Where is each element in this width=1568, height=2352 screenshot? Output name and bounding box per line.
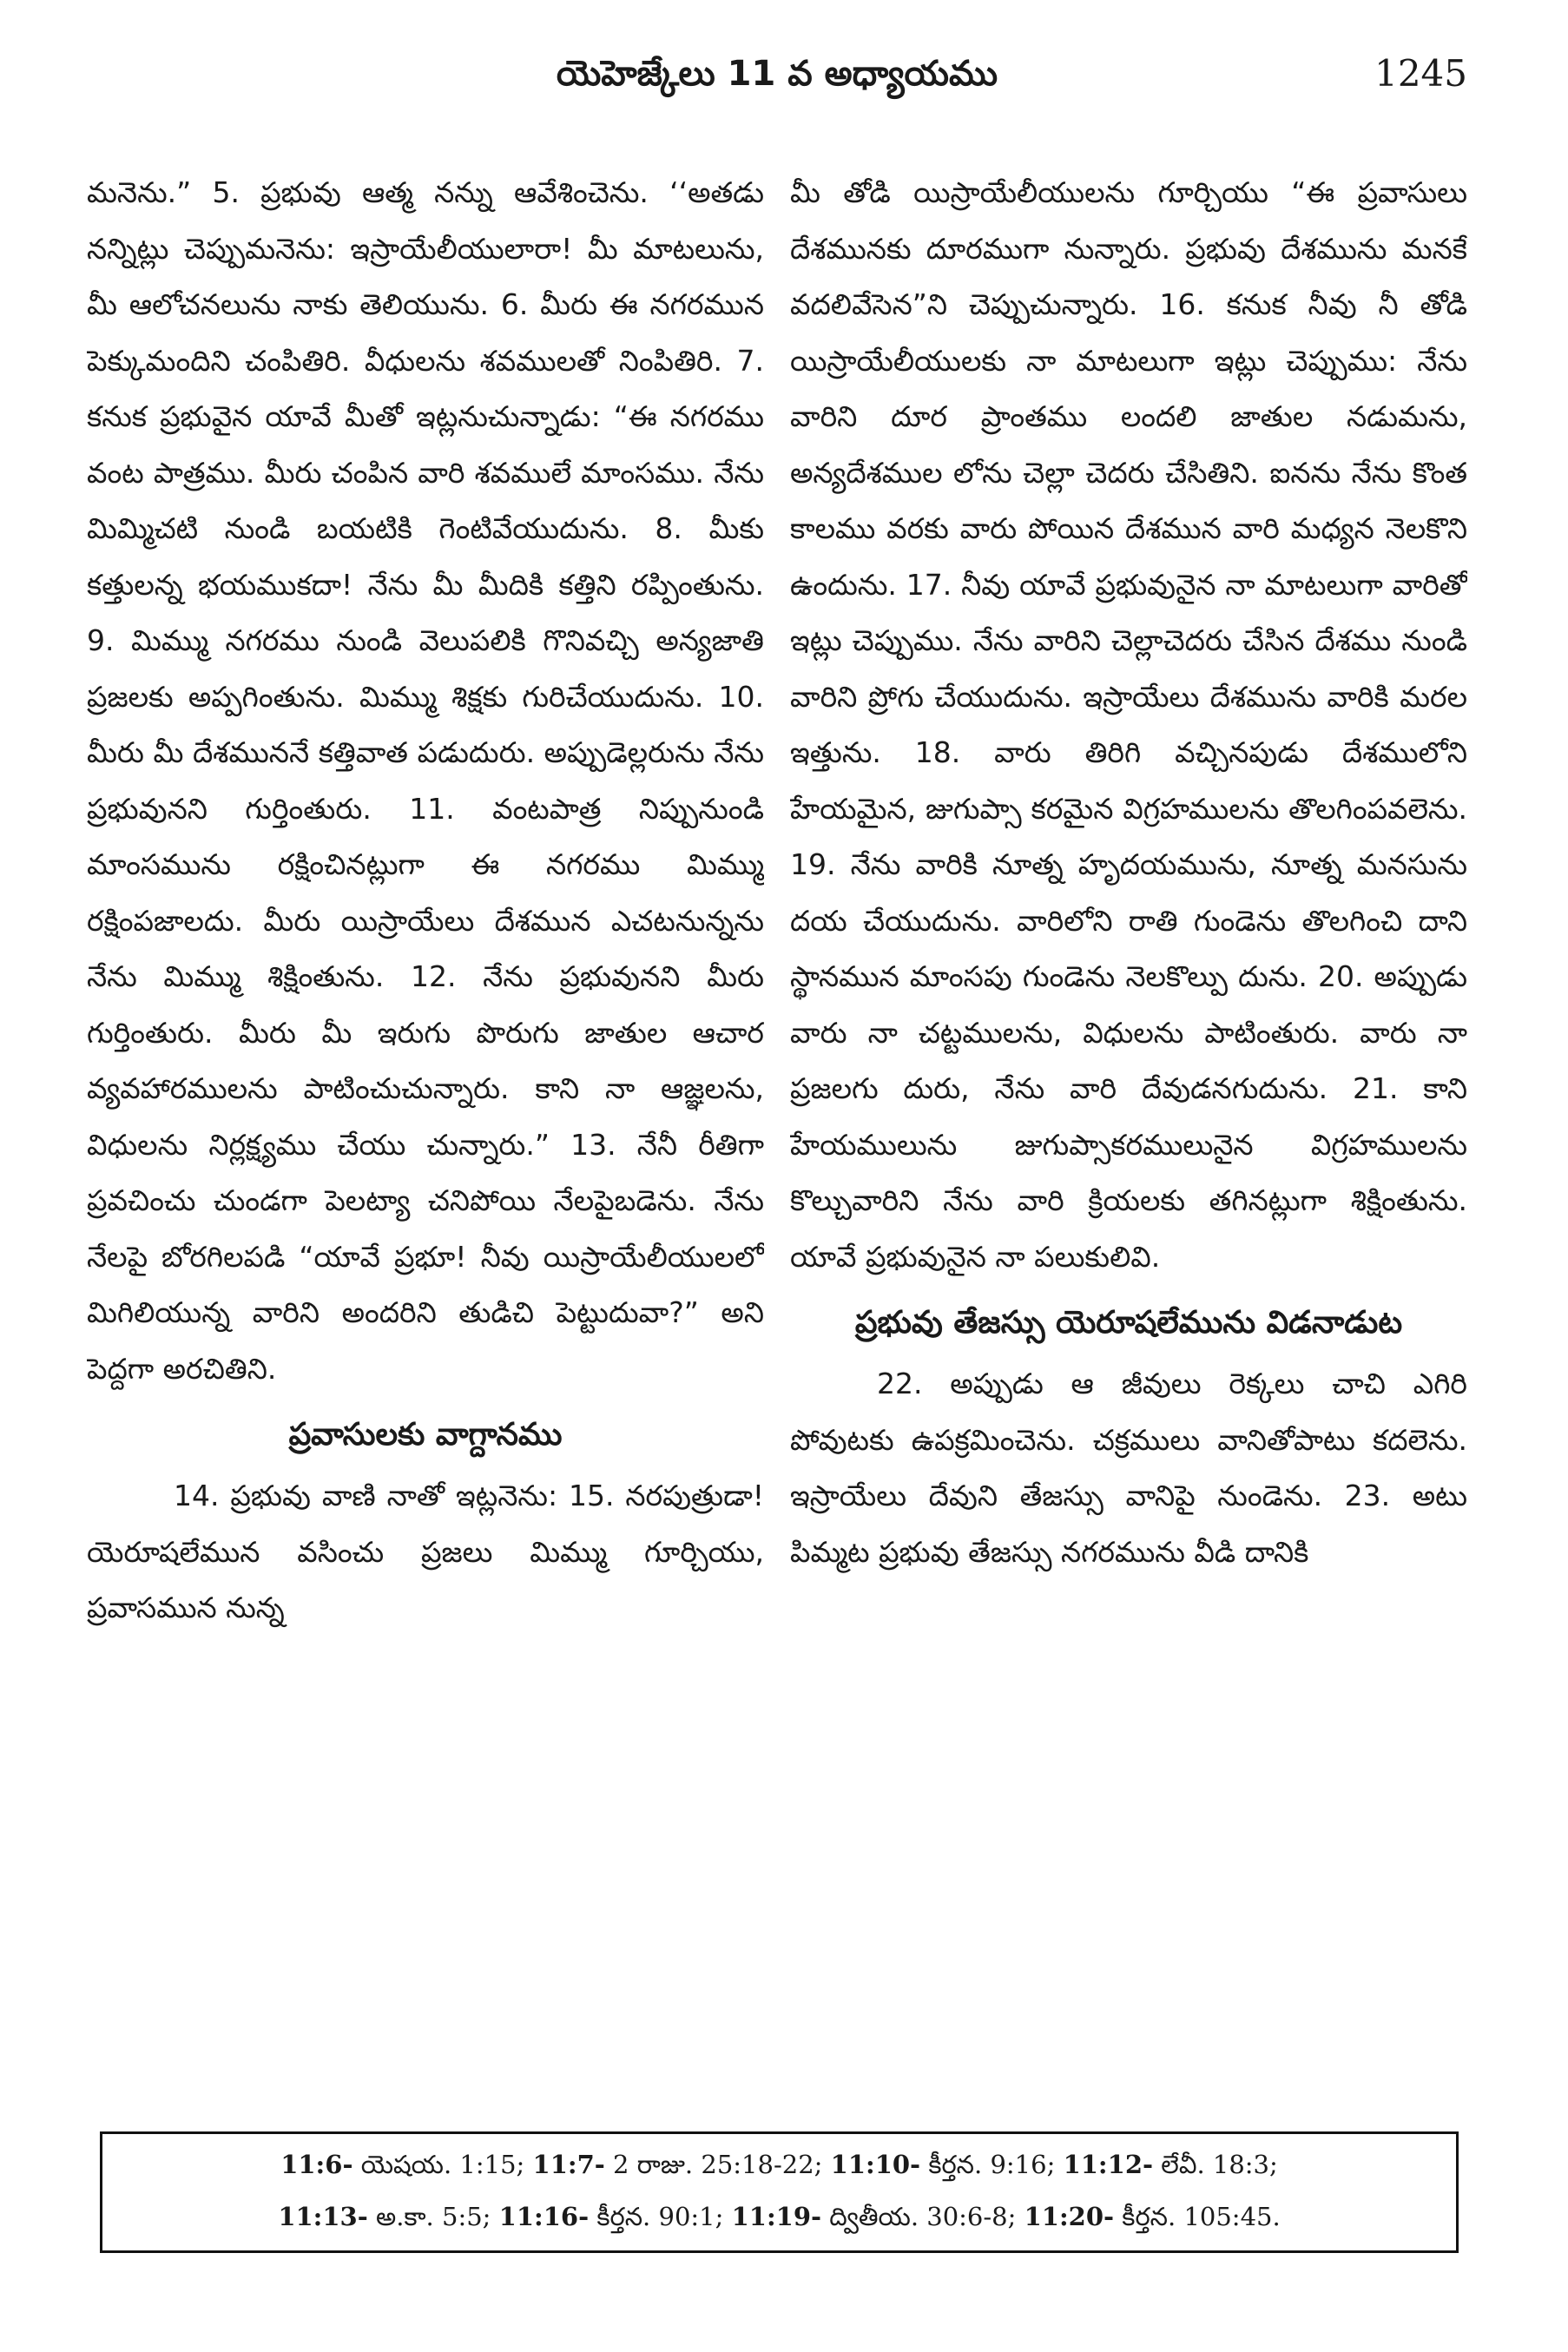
cross-reference-citation: 2 రాజు. 25:18-22; [604, 2150, 831, 2179]
cross-reference-box [100, 2131, 1459, 2253]
cross-reference-citation: అ.కా. 5:5; [367, 2202, 499, 2231]
cross-reference-verse: 11:19- [731, 2202, 822, 2231]
cross-reference-verse: 11:16- [498, 2202, 590, 2231]
page-number: 1245 [1374, 52, 1467, 95]
left-column [87, 165, 764, 2084]
cross-reference-verse: 11:10- [830, 2150, 921, 2179]
cross-reference-line [102, 2143, 1456, 2186]
section-heading: ప్రవాసులకు వాగ్దానము [288, 1417, 563, 1453]
cross-reference-verse: 11:13- [278, 2202, 368, 2231]
body-paragraph: మనెను.” 5. ప్రభువు ఆత్మ నన్ను ఆవేశించెను. ‘‘అతడు నన్నిట్లు చెప్పుమనెను: ఇస్రాయేలీయులారా! మీ మాటలును, మీ ఆలోచనలును నాకు తెలియును. 6. మీరు ఈ నగరమున పెక్కుమందిని చంపితిరి. వీధులను శవములతో నింపితిరి. 7. కనుక ప్రభువైన యావే మీతో ఇట్లనుచున్నాడు: “ఈ నగరము వంట పాత్రము. మీరు చంపిన వారి శవములే మాంసము. నేను మిమ్మిచటి నుండి బయటికి గెంటివేయుదును. 8. మీకు కత్తులన్న భయముకదా! నేను మీ మీదికి కత్తిని రప్పింతును. 9. మిమ్ము నగరము నుండి వెలుపలికి గొనివచ్చి అన్యజాతి ప్రజలకు అప్పగింతును. మిమ్ము శిక్షకు గురిచేయుదును. 10. మీరు మీ దేశముననే కత్తివాత పడుదురు. అప్పుడెల్లరును నేను ప్రభువునని గుర్తింతురు. 11. వంటపాత్ర నిప్పునుండి మాంసమును రక్షించినట్లుగా ఈ నగరము మిమ్ము రక్షింపజాలదు. మీరు యిస్రాయేలు దేశమున ఎచటనున్నను నేను మిమ్ము శిక్షింతును. 12. నేను ప్రభువునని మీరు గుర్తింతురు. మీరు మీ ఇరుగు పొరుగు జాతుల ఆచార వ్యవహారములను పాటించుచున్నారు. కాని నా ఆజ్ఞలను, విధులను నిర్లక్ష్యము చేయు చున్నారు.” 13. నేనీ రీతిగా ప్రవచించు చుండగా పెలట్యా చనిపోయి నేలపైబడెను. నేను నేలపై బోరగిలపడి “యావే ప్రభూ! నీవు యిస్రాయేలీయులలో మిగిలియున్న వారిని అందరిని తుడిచి పెట్టుదువా?” అని పెద్దగా అరచితిని. [87, 175, 764, 1386]
running-title: యెహెజ్కేలు 11 వ అధ్యాయము [556, 54, 998, 94]
cross-reference-citation: కీర్తన. 9:16; [920, 2150, 1064, 2179]
cross-reference-citation: కీర్తన. 90:1; [589, 2202, 732, 2231]
cross-reference-line [102, 2195, 1456, 2238]
cross-reference-verse: 11:6- [280, 2150, 353, 2179]
right-column [790, 165, 1467, 2084]
cross-reference-verse: 11:20- [1024, 2202, 1115, 2231]
cross-reference-citation: ద్వితీయ. 30:6-8; [821, 2202, 1024, 2231]
body-paragraph: మీ తోడి యిస్రాయేలీయులను గూర్చియు “ఈ ప్రవాసులు దేశమునకు దూరముగా నున్నారు. ప్రభువు దేశమును మనకే వదలివేసెన”ని చెప్పుచున్నారు. 16. కనుక నీవు నీ తోడి యిస్రాయేలీయులకు నా మాటలుగా ఇట్లు చెప్పుము: నేను వారిని దూర ప్రాంతము లందలి జాతుల నడుమను, అన్యదేశముల లోను చెల్లా చెదరు చేసితిని. ఐనను నేను కొంత కాలము వరకు వారు పోయిన దేశమున వారి మధ్యన నెలకొని ఉందును. 17. నీవు యావే ప్రభువునైన నా మాటలుగా వారితో ఇట్లు చెప్పుము. నేను వారిని చెల్లాచెదరు చేసిన దేశము నుండి వారిని ప్రోగు చేయుదును. ఇస్రాయేలు దేశమును వారికి మరల ఇత్తును. 18. వారు తిరిగి వచ్చినపుడు దేశములోని హేయమైన, జుగుప్సా కరమైన విగ్రహములను తొలగింపవలెను. 19. నేను వారికి నూత్న హృదయమును, నూత్న మనసును దయ చేయుదును. వారిలోని రాతి గుండెను తొలగించి దాని స్థానమున మాంసపు గుండెను నెలకొల్పు దును. 20. అప్పుడు వారు నా చట్టములను, విధులను పాటింతురు. వారు నా ప్రజలగు దురు, నేను వారి దేవుడనగుదును. 21. కాని హేయములును జుగుప్సాకరములునైన విగ్రహములను కొల్చువారిని నేను వారి క్రియలకు తగినట్లుగా శిక్షింతును. యావే ప్రభువునైన నా పలుకులివి. [790, 175, 1467, 1274]
body-paragraph: 22. అప్పుడు ఆ జీవులు రెక్కలు చాచి ఎగిరి పోవుటకు ఉపక్రమించెను. చక్రములు వానితోపాటు కదలెను. ఇస్రాయేలు దేవుని తేజస్సు వానిపై నుండెను. 23. అటు పిమ్మట ప్రభువు తేజస్సు నగరమును వీడి దానికి [790, 1367, 1467, 1569]
cross-reference-citation: లేవీ. 18:3; [1153, 2150, 1278, 2179]
cross-reference-citation: కీర్తన. 105:45. [1114, 2202, 1281, 2231]
section-heading: ప్రభువు తేజస్సు యెరూషలేమును విడనాడుట [854, 1305, 1403, 1341]
cross-reference-verse: 11:7- [532, 2150, 605, 2179]
cross-reference-citation: యెషయ. 1:15; [352, 2150, 533, 2179]
body-paragraph: 14. ప్రభువు వాణి నాతో ఇట్లనెను: 15. నరపుత్రుడా! యెరూషలేమున వసించు ప్రజలు మిమ్ము గూర్చియు, ప్రవాసమున నున్న [87, 1479, 764, 1624]
cross-reference-verse: 11:12- [1063, 2150, 1154, 2179]
running-header [87, 43, 1467, 113]
